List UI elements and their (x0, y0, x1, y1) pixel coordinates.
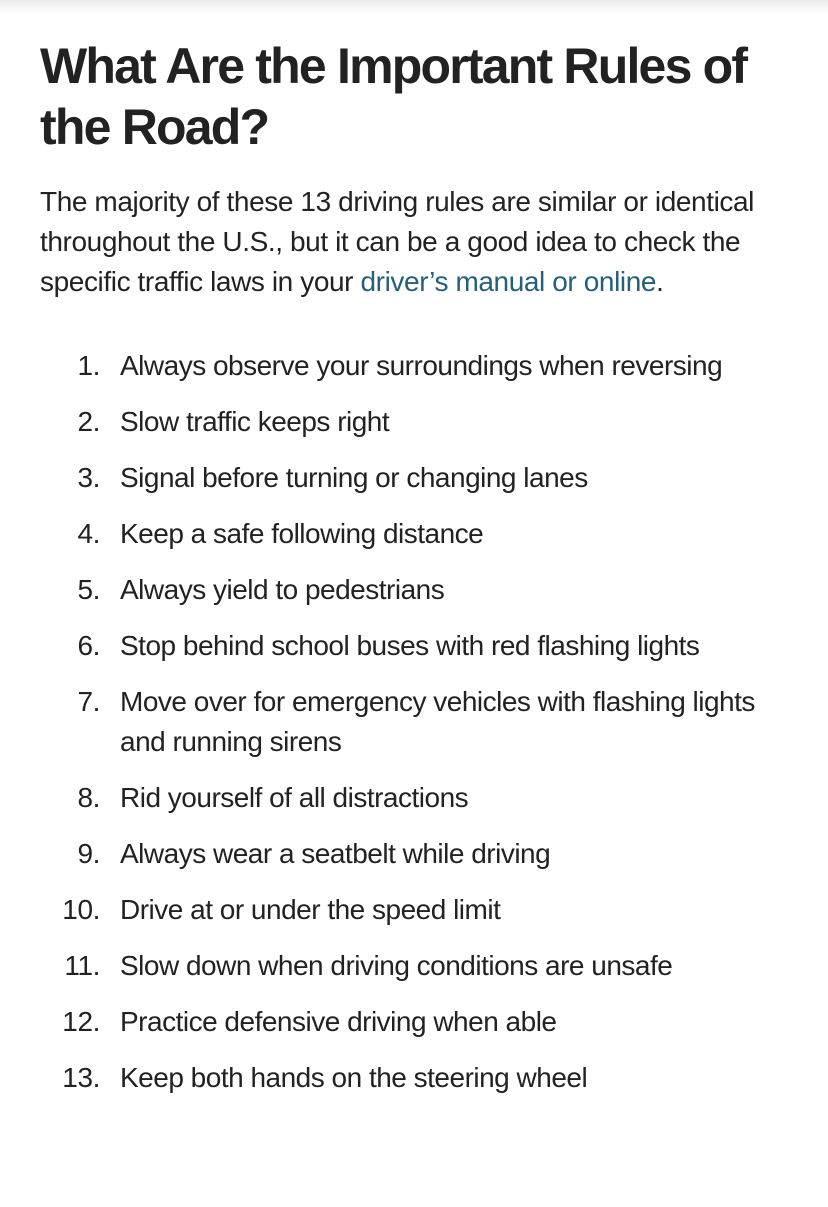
list-item-text: Signal before turning or changing lanes (120, 462, 588, 493)
list-item (40, 346, 800, 386)
list-item-number: 2. (77, 406, 100, 437)
list-item (40, 626, 800, 666)
list-item-number: 9. (77, 838, 100, 869)
list-item-text: Slow traffic keeps right (120, 406, 390, 437)
list-item-text: Keep a safe following distance (120, 518, 484, 549)
list-item-number: 5. (77, 574, 100, 605)
list-item-text: Keep both hands on the steering wheel (120, 1062, 588, 1093)
list-item (40, 778, 800, 818)
list-item (40, 402, 800, 442)
article (40, 36, 800, 1114)
list-item-number: 10. (62, 894, 100, 925)
list-item (40, 946, 800, 986)
drivers-manual-link[interactable]: driver’s manual or online (360, 266, 657, 297)
list-item-number: 12. (62, 1006, 100, 1037)
list-item-text: Slow down when driving conditions are unsafe (120, 950, 673, 981)
rules-list (40, 346, 800, 1098)
list-item-text: Rid yourself of all distractions (120, 782, 469, 813)
top-bar-shadow (0, 0, 828, 14)
list-item (40, 1058, 800, 1098)
page-title: What Are the Important Rules of the Road? (40, 38, 747, 155)
list-item-number: 11. (64, 950, 100, 981)
intro-end: . (656, 266, 664, 297)
list-item (40, 1002, 800, 1042)
list-item (40, 570, 800, 610)
list-item-number: 3. (77, 462, 100, 493)
list-item-text: Always yield to pedestrians (120, 574, 445, 605)
list-item-text: Stop behind school buses with red flashing lights (120, 630, 700, 661)
list-item-number: 1. (77, 350, 100, 381)
list-item-number: 6. (77, 630, 100, 661)
list-item (40, 890, 800, 930)
list-item-number: 4. (77, 518, 100, 549)
list-item (40, 514, 800, 554)
list-item-text: Move over for emergency vehicles with flashing lights and running sirens (120, 686, 755, 757)
intro-paragraph (40, 182, 800, 302)
list-item-number: 13. (62, 1062, 100, 1093)
list-item-number: 7. (77, 686, 100, 717)
list-item (40, 458, 800, 498)
list-item-text: Always wear a seatbelt while driving (120, 838, 551, 869)
list-item (40, 682, 800, 762)
list-item-number: 8. (77, 782, 100, 813)
list-item-text: Drive at or under the speed limit (120, 894, 501, 925)
intro-text: The majority of these 13 driving rules are similar or identical throughout the U.S., but it can be a good idea to check the specific traffic laws in your (40, 186, 754, 297)
list-item-text: Always observe your surroundings when reversing (120, 350, 723, 381)
list-item-text: Practice defensive driving when able (120, 1006, 557, 1037)
list-item (40, 834, 800, 874)
